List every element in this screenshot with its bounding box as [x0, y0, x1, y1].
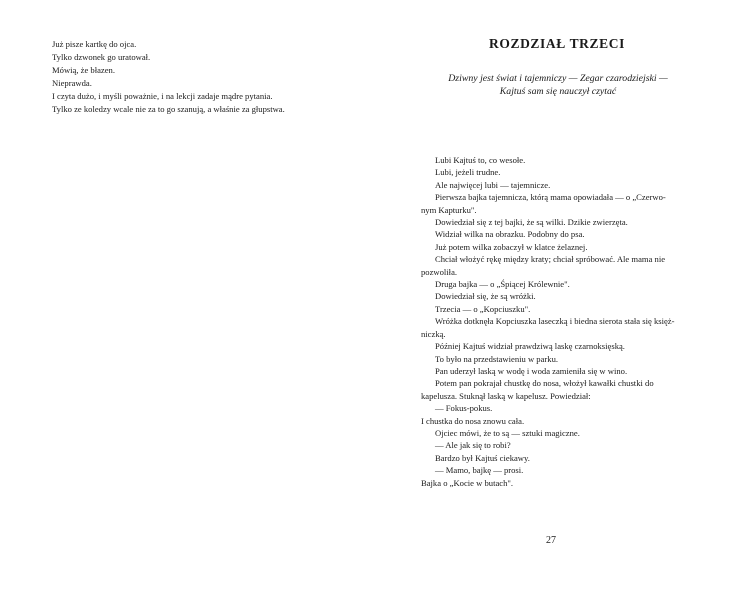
text-line: Lubi, jeżeli trudne. — [435, 167, 501, 178]
text-line: Ale najwięcej lubi — tajemnicze. — [435, 179, 551, 190]
text-line: Bajka o „Kocie w butach". — [421, 477, 514, 488]
text-line: nym Kapturku". — [421, 204, 477, 215]
text-line: Wróżka dotknęła Kopciuszka laseczką i biedna sierota stała się księż- — [435, 316, 675, 327]
text-line: Widział wilka na obrazku. Podobny do psa. — [435, 229, 585, 240]
text-line: Pan uderzył laską w wodę i woda zamieniła się w wino. — [435, 365, 628, 376]
text-line: Lubi Kajtuś to, co wesołe. — [435, 155, 526, 165]
text-line: Tylko dzwonek go uratował. — [52, 51, 151, 62]
text-line: kapelusza. Stuknął laską w kapelusz. Powiedział: — [421, 390, 591, 401]
chapter-title: ROZDZIAŁ TRZECI — [489, 36, 625, 51]
page-number: 27 — [546, 535, 556, 546]
left-page-text — [52, 38, 342, 115]
text-line: — Ale jak się to robi? — [435, 440, 511, 451]
text-line: Potem pan pokrajał chustkę do nosa, włożył kawałki chustki do — [435, 378, 654, 389]
text-line: To było na przedstawieniu w parku. — [435, 353, 559, 364]
text-line: Nieprawda. — [52, 77, 92, 88]
subtitle-line: Dziwny jest świat i tajemniczy — Zegar czarodziejski — — [448, 73, 668, 84]
text-line: I czyta dużo, i myśli poważnie, i na lekcji zadaje mądre pytania. — [52, 90, 273, 101]
text-line: Później Kajtuś widział prawdziwą laskę czarnoksięską. — [435, 341, 625, 352]
left-page — [0, 0, 365, 600]
text-line: — Mamo, bajkę — prosi. — [435, 465, 524, 476]
text-line: Dowiedział się z tej bajki, że są wilki. Dzikie zwierzęta. — [435, 217, 628, 228]
text-line: Tylko ze koledzy wcale nie za to go szanują, a właśnie za głupstwa. — [52, 103, 285, 114]
right-page-text — [421, 154, 698, 489]
text-line: Mówią, że błazen. — [52, 64, 115, 75]
text-line: Ojciec mówi, że to są — sztuki magiczne. — [435, 427, 580, 438]
text-line: I chustka do nosa znowu cała. — [421, 415, 525, 426]
text-line: Już pisze kartkę do ojca. — [52, 39, 137, 49]
text-line: Trzecia — o „Kopciuszku". — [435, 303, 531, 314]
text-line: Druga bajka — o „Śpiącej Królewnie". — [435, 279, 570, 290]
text-line: Chciał włożyć rękę między kraty; chciał spróbować. Ale mama nie — [435, 254, 666, 265]
text-line: Bardzo był Kajtuś ciekawy. — [435, 452, 530, 463]
text-line: niczką. — [421, 328, 446, 339]
text-line: Pierwsza bajka tajemnicza, którą mama opowiadała — o „Czerwo- — [435, 192, 666, 203]
chapter-subtitle — [365, 72, 731, 98]
subtitle-line: Kajtuś sam się nauczył czytać — [499, 86, 617, 97]
text-line: Już potem wilka zobaczył w klatce żelaznej. — [435, 241, 588, 252]
text-line: — Fokus-pokus. — [435, 403, 493, 414]
text-line: Dowiedział się, że są wróżki. — [435, 291, 536, 302]
text-line: pozwoliła. — [421, 266, 458, 277]
right-page — [365, 0, 731, 600]
